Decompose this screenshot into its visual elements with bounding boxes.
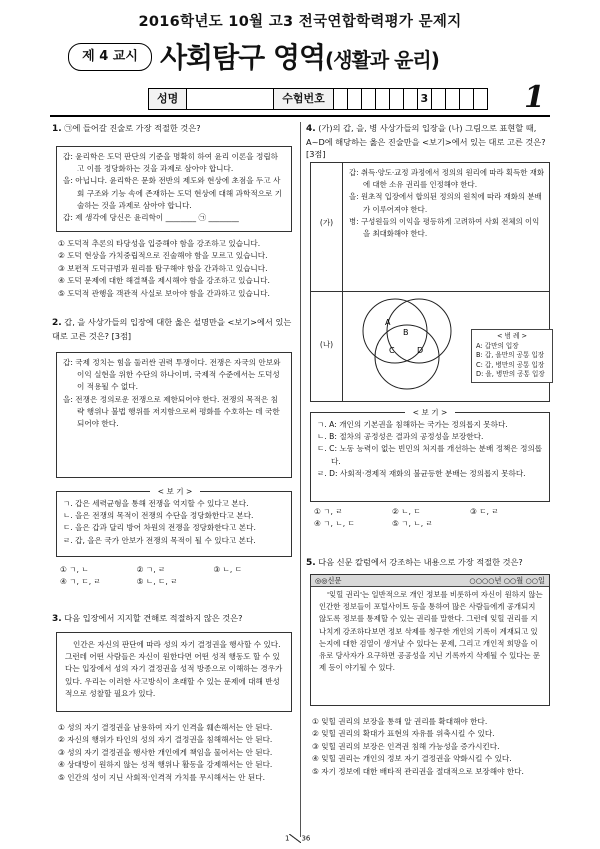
q5-options [312, 716, 552, 778]
option[interactable]: ① 성의 자기 결정권을 남용하여 자기 인격을 훼손해서는 안 된다. [58, 723, 273, 732]
candidate-info-bar [148, 88, 488, 110]
question-5 [306, 556, 550, 570]
news-text: '잊힐 권리'는 일반적으로 개인 정보를 비롯하여 자신이 원하지 않는 인간한 정보들이 포털사이트 등을 통하여 많은 사람들에게 공개되지 않도록 정보를 통제할 수 있는 권리를 말한다. 그런데 잊힐 권리를 지나치게 강조하다보면 정보 삭제를 청구한 개인의 기록이 계재되고 있는지에 대한 검열이 생겨날 수 있다는 문제, 그리고 개인적 희망을 이유로 당사자가 요구하면 공공성을 지닌 기록까지 삭제될 수 있다는 문제 등이 야기될 수 있다. [319, 590, 543, 673]
news-name: ◎◎신문 [315, 576, 342, 585]
page-number: 1 [524, 80, 545, 115]
column-divider [300, 122, 301, 837]
option[interactable]: ③ ㄴ, ㄷ [213, 565, 243, 574]
question-1 [52, 122, 296, 136]
header-rule [50, 115, 550, 117]
statement-line: 을: 원초적 입장에서 합의된 정의의 원칙에 따라 재화의 분배가 이루어져야 한다. [349, 192, 542, 214]
statement-line: 을: 전쟁은 정의로운 전쟁으로 제한되어야 한다. 전쟁의 목적은 침략 행위나 불법 행위를 저지함으로써 평화를 수호하는 데 국한되어야 한다. [63, 394, 280, 429]
exam-no-cell: 3 [418, 89, 432, 109]
row-divider [311, 291, 549, 292]
exam-title: 2016학년도 10월 고3 전국연합학력평가 문제지 [138, 14, 462, 30]
q3-options [58, 722, 298, 784]
legend-item: C: 갑, 병만의 공통 입장 [476, 360, 545, 369]
option[interactable]: ④ ㄱ, ㄷ, ㄹ [60, 577, 101, 586]
question-4 [306, 122, 550, 161]
question-2 [52, 316, 296, 342]
exam-no-cell [446, 89, 460, 109]
dialogue-line: 갑: 제 생각에 당신은 윤리학이 ________ ㉠ ________ [63, 213, 239, 223]
question-text: ㉠에 들어갈 진술로 가장 적절한 것은? [64, 123, 201, 133]
exam-no-cell [376, 89, 390, 109]
question-number: 2. [52, 318, 62, 328]
bogi-item: ㄱ. 갑은 세력균형을 통해 전쟁을 억지할 수 있다고 본다. [63, 499, 249, 508]
q2-bogi-box [56, 491, 292, 557]
q5-news-box [310, 574, 550, 706]
subject-title [160, 36, 439, 76]
exam-no-cell [474, 89, 487, 109]
legend-title: < 범 례 > [496, 332, 528, 340]
option[interactable]: ① 도덕적 추론의 타당성을 입증해야 함을 강조하고 있습니다. [58, 239, 261, 248]
option[interactable]: ② ㄴ, ㄷ [392, 507, 421, 516]
na-label-cell [311, 291, 343, 401]
option[interactable]: ④ 도덕 문제에 대한 해결책을 제시해야 함을 강조하고 있습니다. [58, 276, 270, 286]
subject-main: 사회탐구 영역 [160, 41, 326, 74]
footer-page: 1 [285, 834, 290, 843]
bogi-item: ㄹ. D: 사회적·경제적 재화의 불균등한 분배는 정의롭지 못하다. [317, 468, 526, 478]
bogi-item: ㄴ. 을은 전쟁의 목적이 전쟁의 수단을 정당화한다고 본다. [63, 511, 254, 521]
option[interactable]: ⑤ 도덕적 관행을 객관적 사실로 보아야 함을 간과하고 있습니다. [58, 288, 270, 298]
dialogue-line: 갑: 윤리학은 도덕 판단의 기준을 명확히 하여 윤리 이론을 정립하고 이를 정당화하는 것을 과제로 삼아야 합니다. [63, 152, 279, 174]
ga-label: (가) [319, 218, 334, 227]
bogi-header: < 보 기 > [150, 486, 200, 497]
bogi-item: ㄷ. 을은 갑과 달리 방어 차원의 전쟁을 정당화한다고 본다. [63, 523, 256, 533]
legend-item: B: 갑, 을만의 공통 입장 [476, 351, 545, 360]
venn-label-a: A [385, 318, 391, 327]
bogi-item: ㄴ. B: 절차의 공정성은 결과의 공정성을 보장한다. [317, 432, 484, 442]
footer-total: 36 [301, 834, 311, 843]
option[interactable]: ⑤ 자기 정보에 대한 배타적 관리권을 절대적으로 보장해야 한다. [312, 766, 524, 776]
bogi-item: ㄷ. C: 노동 능력이 없는 빈민의 처지를 개선하는 분배 정책은 정의롭다. [317, 444, 543, 466]
bogi-header: < 보 기 > [405, 407, 455, 418]
option[interactable]: ③ 잊힐 권리의 보장은 인격권 침해 가능성을 증가시킨다. [312, 741, 500, 751]
option[interactable]: ④ ㄱ, ㄴ, ㄷ [314, 519, 355, 528]
question-number: 5. [306, 558, 316, 568]
ga-label-cell [311, 163, 343, 291]
option[interactable]: ④ 잊힐 권리는 개인의 정보 자기 결정권을 약화시킬 수 있다. [312, 754, 512, 764]
option[interactable]: ① 잊힐 권리의 보장을 통해 알 권리를 확대해야 한다. [312, 717, 488, 726]
exam-no-cell [432, 89, 446, 109]
footer-slash [289, 834, 301, 843]
legend-item: A: 갑만의 입장 [476, 341, 519, 350]
bogi-item: ㄱ. A: 개인의 기본권을 침해하는 국가는 정의롭지 못하다. [317, 420, 508, 429]
question-number: 3. [52, 614, 62, 624]
exam-no-label: 수험번호 [274, 89, 334, 109]
option[interactable]: ⑤ ㄱ, ㄴ, ㄹ [392, 519, 433, 528]
q3-passage-box [56, 632, 292, 712]
q4-figure-box [310, 162, 550, 402]
statement-line: 갑: 취득·양도·교정 과정에서 정의의 원리에 따라 획득한 재화에 대한 소유 권리를 인정해야 한다. [349, 168, 544, 190]
question-text: 갑, 을 사상가들의 입장에 대한 옳은 설명만을 <보기>에서 있는 대로 고른 것은? [3점] [52, 317, 292, 341]
option[interactable]: ① ㄱ, ㄹ [314, 507, 343, 516]
option[interactable]: ③ 보편적 도덕규범과 원리를 탐구해야 함을 간과하고 있습니다. [58, 263, 268, 273]
exam-no-cell [348, 89, 362, 109]
q1-dialogue-box [56, 146, 292, 232]
question-number: 4. [306, 124, 316, 134]
name-field [187, 89, 274, 109]
question-text: 다음 입장에서 지지할 견해로 적절하지 않은 것은? [64, 613, 243, 623]
dialogue-line: 을: 아닙니다. 윤리학은 문화 전반의 제도와 현상에 초점을 두고 사회 구조와 기능 속에 존재하는 도덕 현상에 대해 과학적으로 기술하는 것을 과제로 삼아야 합니다. [63, 176, 283, 210]
option[interactable]: ① ㄱ, ㄴ [60, 565, 89, 574]
venn-diagram [347, 295, 467, 399]
venn-label-c: C [389, 346, 395, 355]
statement-line: 갑: 국제 정치는 힘을 둘러싼 권력 투쟁이다. 전쟁은 자국의 안보와 이익 실현을 위한 수단의 하나이며, 국제적 수준에서는 도덕성이 적용될 수 없다. [63, 358, 281, 392]
q1-options [58, 238, 298, 300]
option[interactable]: ② 도덕 현상을 가치중립적으로 진술해야 함을 모르고 있습니다. [58, 251, 268, 261]
q2-options [60, 564, 290, 588]
news-date: ○○○○년 ○○월 ○○일 [469, 576, 545, 585]
option[interactable]: ② 잊힐 권리의 확대가 표현의 자유를 위축시킬 수 있다. [312, 729, 495, 739]
subject-sub: (생활과 윤리) [325, 48, 439, 72]
exam-no-cell [334, 89, 348, 109]
period-badge: 제 4 교시 [68, 43, 152, 71]
venn-label-b: B [403, 328, 409, 337]
question-text: (가)의 갑, 을, 병 사상가들의 입장을 (나) 그림으로 표현할 때, A~D에 해당하는 옳은 진술만을 <보기>에서 있는 대로 고른 것은? [3점] [306, 123, 546, 160]
page-footer [285, 834, 310, 843]
option[interactable]: ③ 성의 자기 결정권을 행사한 개인에게 책임을 물어서는 안 된다. [58, 747, 273, 757]
option[interactable]: ⑤ ㄴ, ㄷ, ㄹ [136, 577, 178, 586]
news-header [311, 575, 549, 587]
statement-line: 병: 구성원들의 이익을 평등하게 고려하여 사회 전체의 이익을 최대화해야 한다. [349, 216, 540, 239]
question-3 [52, 612, 296, 626]
question-number: 1. [52, 124, 62, 134]
option[interactable]: ② 자신의 행위가 타인의 성의 자기 결정권을 침해해서는 안 된다. [58, 735, 273, 745]
exam-no-cell [460, 89, 474, 109]
question-text: 다음 신문 칼럼에서 강조하는 내용으로 가장 적절한 것은? [318, 557, 523, 567]
exam-no-cell [362, 89, 376, 109]
option[interactable]: ③ ㄷ, ㄹ [470, 507, 499, 516]
q4-bogi-box [310, 412, 550, 502]
option[interactable]: ④ 상대방이 원하지 않는 성적 행위나 활동을 강제해서는 안 된다. [58, 760, 273, 770]
exam-no-cell [390, 89, 404, 109]
bogi-item: ㄹ. 갑, 을은 국가 안보가 전쟁의 목적이 될 수 있다고 본다. [63, 535, 256, 545]
option[interactable]: ② ㄱ, ㄹ [136, 565, 166, 574]
q4-options [314, 506, 548, 530]
ga-statements [349, 167, 545, 240]
name-label: 성명 [149, 89, 187, 109]
option[interactable]: ⑤ 인간의 성이 지닌 사회적·인격적 가치를 무시해서는 안 된다. [58, 772, 265, 782]
q2-statement-box [56, 352, 292, 478]
exam-no-cell [404, 89, 418, 109]
na-label: (나) [319, 340, 334, 349]
passage-text: 인간은 자신의 판단에 따라 성의 자기 결정권을 행사할 수 있다. 그런데 어떤 사람들은 자신이 원한다면 어떤 성적 행동도 할 수 있다는 입장에서 성의 자기 결정권을 성적 방종으로 이해하는 경우가 있다. 우리는 이러한 사고방식이 초래할 수 있는 문제에 대해 반성적으로 성찰할 필요가 있다. [65, 640, 283, 698]
venn-legend [471, 329, 553, 383]
legend-item: D: 을, 병만의 공통 입장 [476, 370, 545, 379]
venn-label-d: D [417, 346, 424, 355]
